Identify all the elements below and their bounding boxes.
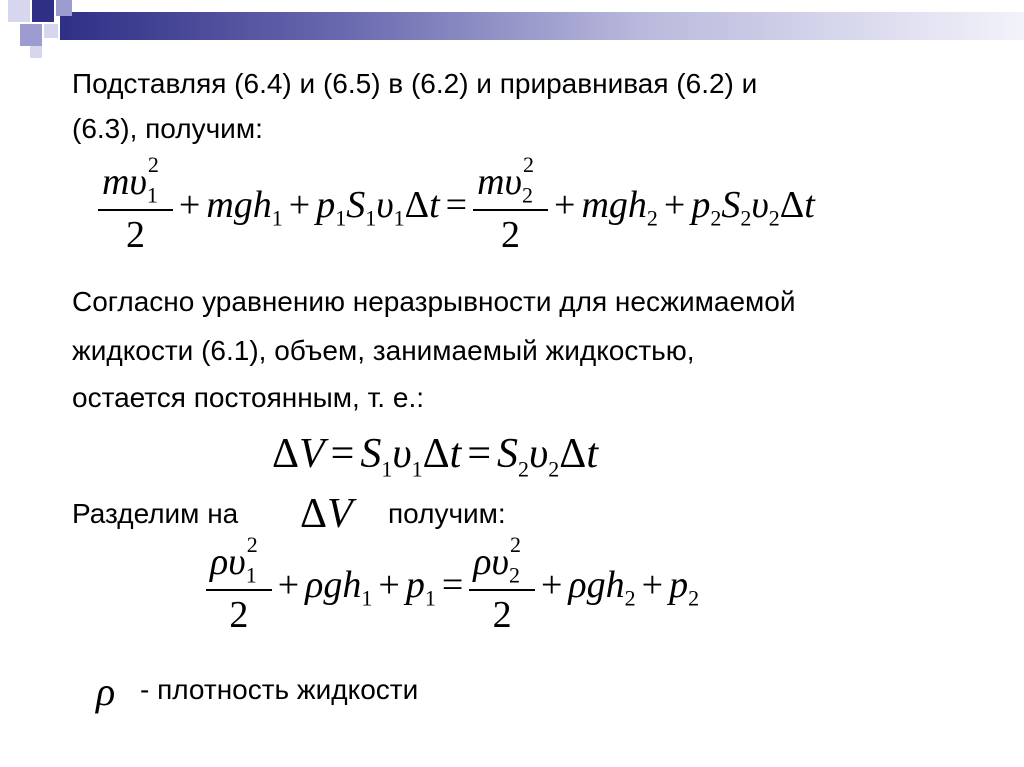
header-square-deco bbox=[32, 0, 54, 22]
rho-caption: - плотность жидкости bbox=[140, 674, 419, 705]
paragraph-line: (6.3), получим: bbox=[72, 113, 263, 144]
continuity-equation: $\Delta V = S_1\upsilon_1\Delta t = S_2\upsilon_2\Delta t$ bbox=[272, 431, 598, 482]
paragraph-line: получим: bbox=[388, 498, 506, 529]
header-square-deco bbox=[8, 0, 30, 22]
paragraph-line: Разделим на bbox=[72, 498, 239, 529]
delta-v-symbol: ΔV bbox=[300, 491, 353, 537]
energy-equation: $\frac{m\upsilon_1^2}{2}$ + $mgh_1 + p_1S_1\upsilon_1\Delta t$ = $\frac{m\upsilon_2^2}{2}$ + $mgh_2 + p_2S_2\upsilon_2\Delta t$ bbox=[98, 160, 815, 257]
bernoulli-equation: $\frac{\rho\upsilon_1^2}{2}$ + $\rho gh_1 + p_1$ = $\frac{\rho\upsilon_2^2}{2}$ + $\rho gh_2 + p_2$ bbox=[206, 540, 699, 637]
header-square-deco bbox=[30, 46, 42, 58]
header-square-deco bbox=[44, 24, 58, 38]
paragraph-line: жидкости (6.1), объем, занимаемый жидкостью, bbox=[72, 335, 695, 366]
header-gradient-bar bbox=[60, 12, 1024, 40]
paragraph-line: остается постоянным, т. е.: bbox=[72, 382, 424, 413]
paragraph-line: Согласно уравнению неразрывности для несжимаемой bbox=[72, 286, 796, 317]
header-square-deco bbox=[56, 0, 72, 16]
paragraph-line: Подставляя (6.4) и (6.5) в (6.2) и приравнивая (6.2) и bbox=[72, 68, 758, 99]
header-square-deco bbox=[20, 24, 42, 46]
rho-symbol: ρ bbox=[96, 669, 116, 714]
